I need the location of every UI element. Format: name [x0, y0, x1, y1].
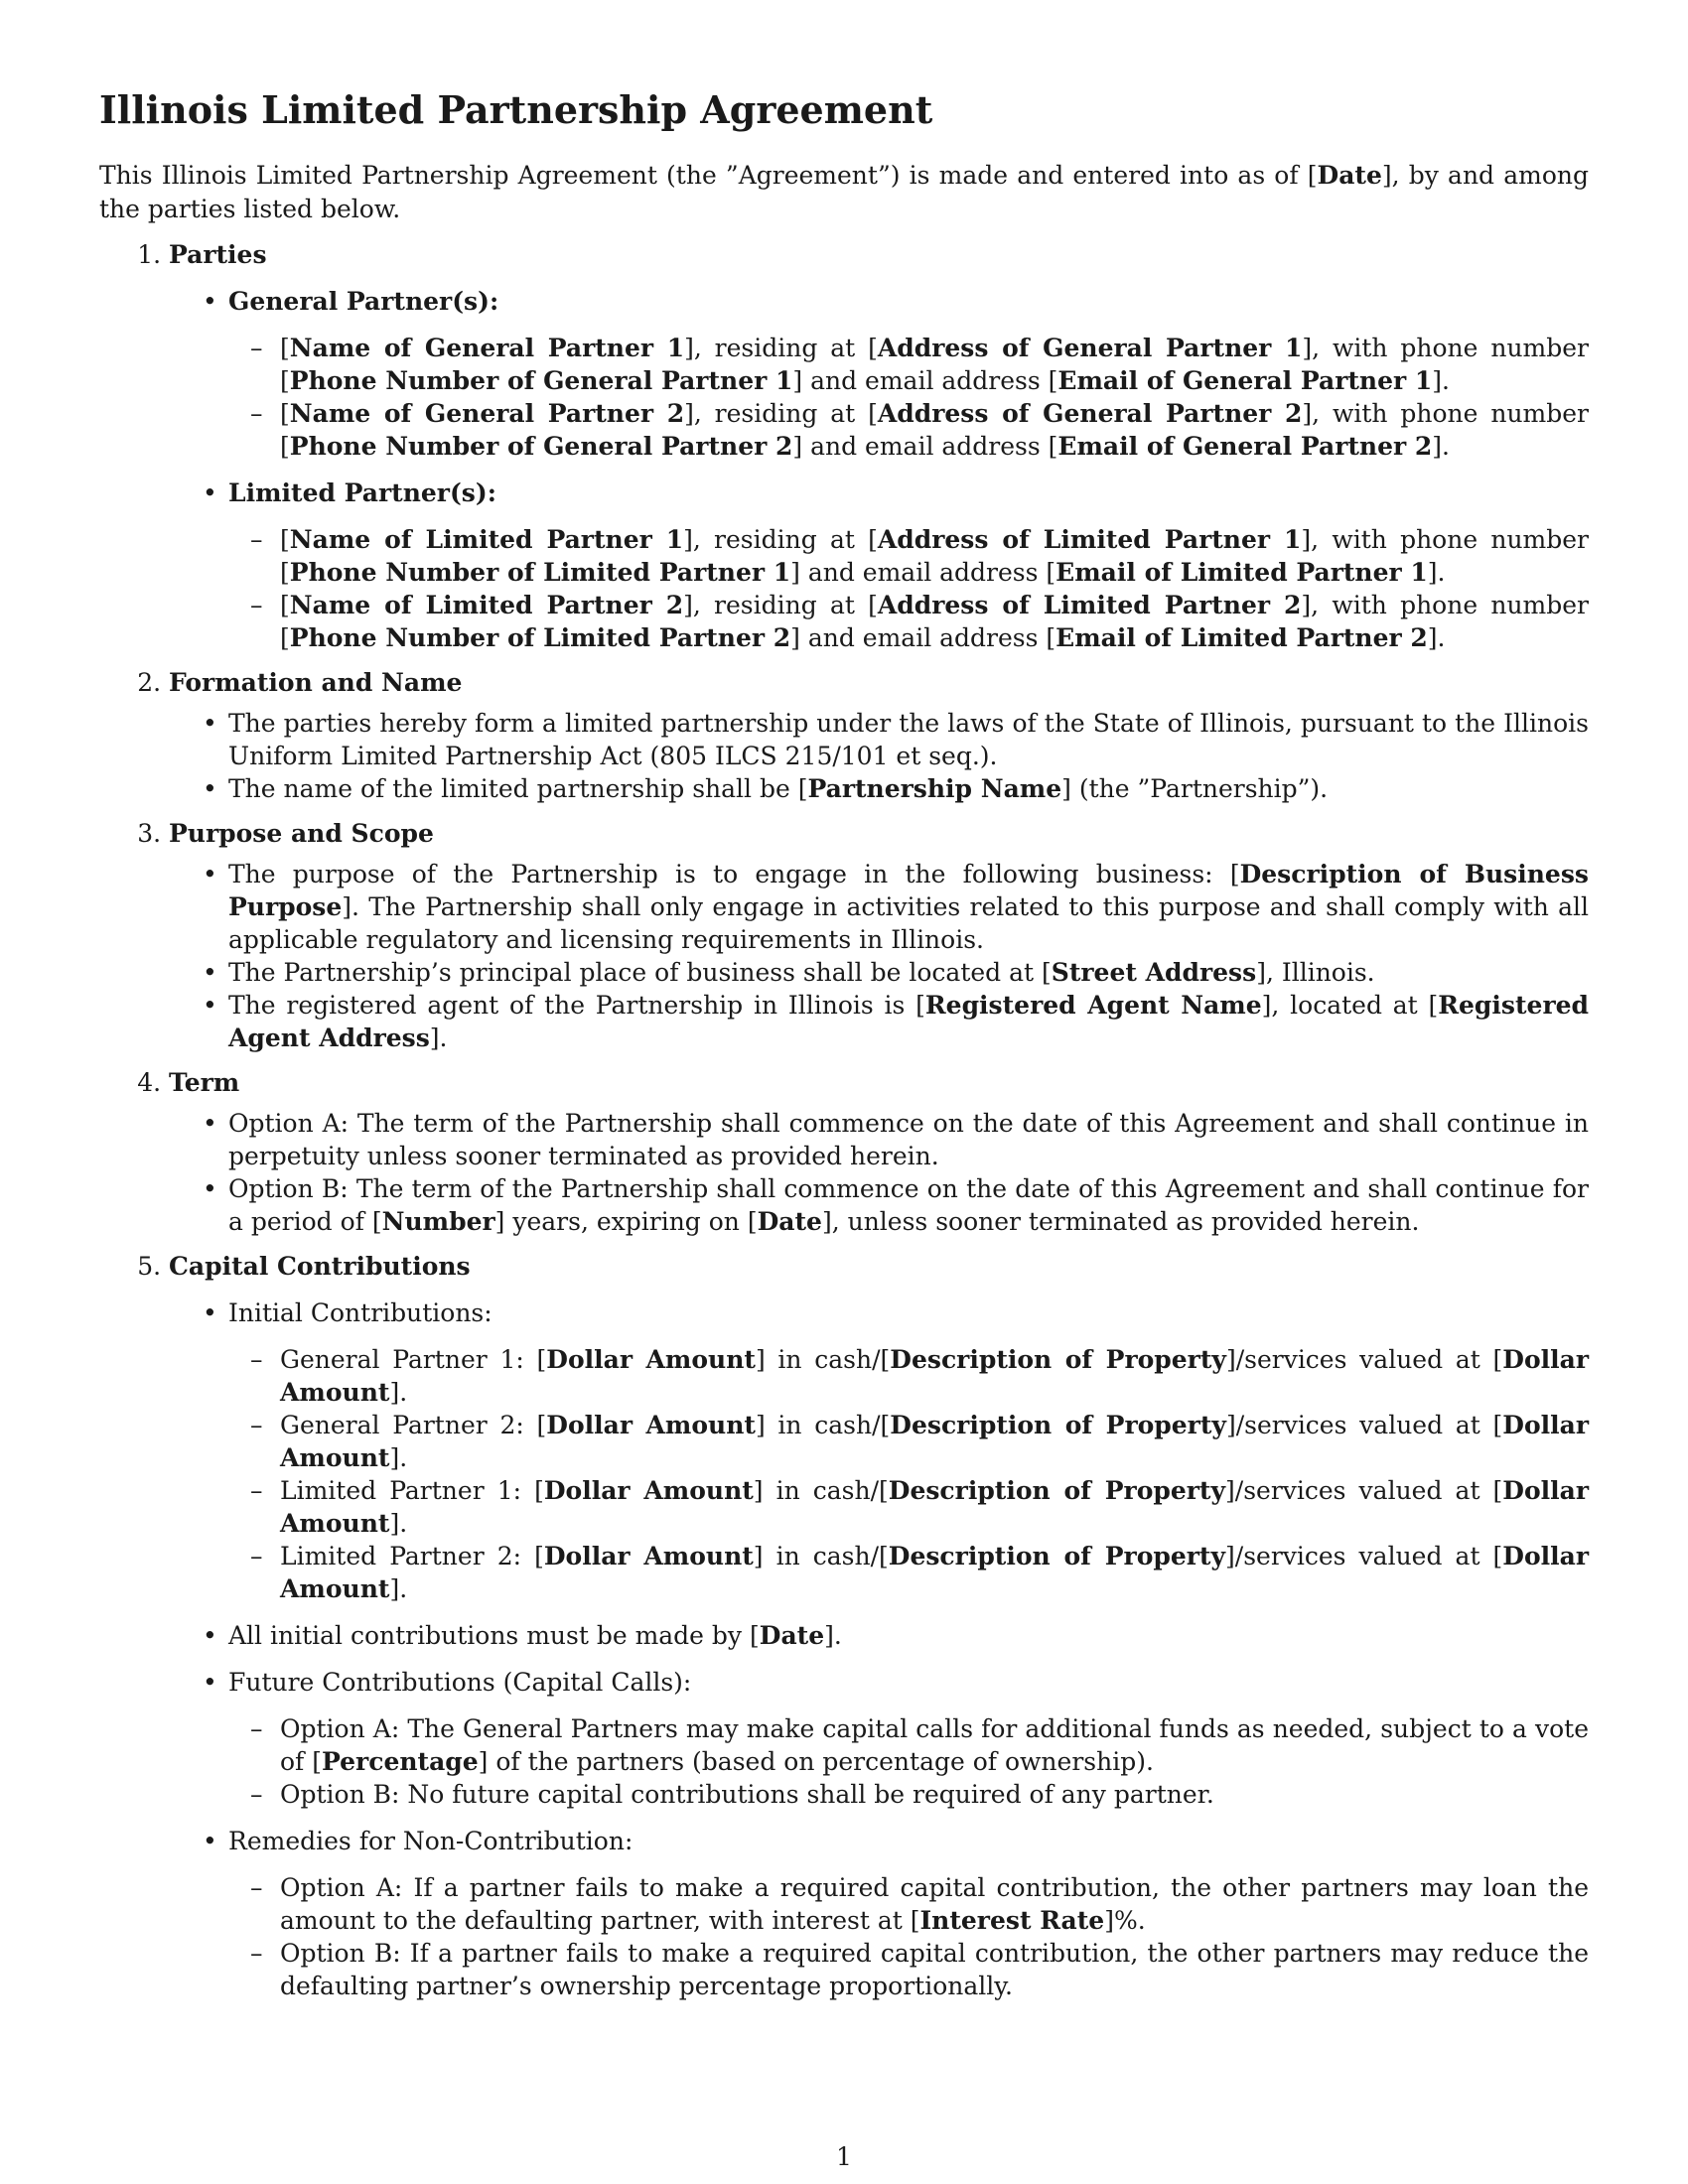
- initial-contributions: • Initial Contributions: – General Partner 1: [Dollar Amount] in cash/[Description of Property]/services valued at [Dollar Amount]. – General Partner 2: [Dollar Amount] in cash/[Description of Property]/services valued at [Dollar Amount]. – Limited Partner 1: [Dollar Amount] in cash/[Description of Property]/services valued at [Dollar Amount]. – Limited Partner 2: [Dollar Amount] in cash/[Description of Property]/services valued at [Dollar Amount].: [228, 1297, 1589, 1605]
- intro-paragraph: This Illinois Limited Partnership Agreement (the ”Agreement”) is made and entered into as of [Date], by and among the parties listed below.: [99, 160, 1589, 223]
- remedies-non-contribution: • Remedies for Non-Contribution: – Option A: If a partner fails to make a required capital contribution, the other partners may loan the amount to the defaulting partner, with interest at [Interest Rate]%. – Option B: If a partner fails to make a required capital contribution, the other partners may reduce the defaulting partner’s ownership percentage proportionally.: [228, 1825, 1589, 2002]
- section-list: [99, 238, 1589, 2002]
- section-title: Term: [169, 1067, 240, 1097]
- section-capital: [169, 1250, 1589, 2002]
- option-entry: – Option B: No future capital contributions shall be required of any partner.: [280, 1778, 1589, 1811]
- option-entry: – Option B: If a partner fails to make a required capital contribution, the other partners may reduce the defaulting partner’s ownership percentage proportionally.: [280, 1937, 1589, 2002]
- section-title: Purpose and Scope: [169, 818, 434, 848]
- option-entry: – Option A: The General Partners may make capital calls for additional funds as needed, subject to a vote of [Percentage] of the partners (based on percentage of ownership).: [280, 1712, 1589, 1778]
- document-title: Illinois Limited Partnership Agreement: [99, 87, 933, 132]
- party-entry: – [Name of Limited Partner 1], residing at [Address of Limited Partner 1], with phone number [Phone Number of Limited Partner 1] and email address [Email of Limited Partner 1].: [280, 523, 1589, 589]
- bullet-item: • The parties hereby form a limited partnership under the laws of the State of Illinois, pursuant to the Illinois Uniform Limited Partnership Act (805 ILCS 215/101 et seq.).: [228, 707, 1589, 772]
- section-formation: [169, 666, 1589, 805]
- bullet-item: • The purpose of the Partnership is to engage in the following business: [Description of Business Purpose]. The Partnership shall only engage in activities related to this purpose and shall comply with all applicable regulatory and licensing requirements in Illinois.: [228, 858, 1589, 956]
- section-purpose: [169, 817, 1589, 1054]
- section-parties: [169, 238, 1589, 654]
- bullet-item: • Option A: The term of the Partnership shall commence on the date of this Agreement and shall continue in perpetuity unless sooner terminated as provided herein.: [228, 1107, 1589, 1172]
- contribution-entry: – Limited Partner 2: [Dollar Amount] in cash/[Description of Property]/services valued at [Dollar Amount].: [280, 1540, 1589, 1605]
- contribution-entry: – Limited Partner 1: [Dollar Amount] in cash/[Description of Property]/services valued at [Dollar Amount].: [280, 1474, 1589, 1540]
- bullet-item: • The name of the limited partnership shall be [Partnership Name] (the ”Partnership”).: [228, 772, 1589, 805]
- bullet-item: • All initial contributions must be made by [Date].: [228, 1619, 1589, 1652]
- party-entry: – [Name of General Partner 1], residing at [Address of General Partner 1], with phone number [Phone Number of General Partner 1] and email address [Email of General Partner 1].: [280, 332, 1589, 397]
- option-entry: – Option A: If a partner fails to make a required capital contribution, the other partners may loan the amount to the defaulting partner, with interest at [Interest Rate]%.: [280, 1871, 1589, 1937]
- page-number: 1: [836, 2142, 852, 2171]
- bullet-item: • The registered agent of the Partnership in Illinois is [Registered Agent Name], located at [Registered Agent Address].: [228, 989, 1589, 1054]
- contribution-entry: – General Partner 1: [Dollar Amount] in cash/[Description of Property]/services valued at [Dollar Amount].: [280, 1343, 1589, 1409]
- contribution-entry: – General Partner 2: [Dollar Amount] in cash/[Description of Property]/services valued at [Dollar Amount].: [280, 1409, 1589, 1474]
- party-entry: – [Name of Limited Partner 2], residing at [Address of Limited Partner 2], with phone number [Phone Number of Limited Partner 2] and email address [Email of Limited Partner 2].: [280, 589, 1589, 654]
- section-title: Parties: [169, 239, 267, 269]
- bullet-item: • The Partnership’s principal place of business shall be located at [Street Address], Illinois.: [228, 956, 1589, 989]
- party-entry: – [Name of General Partner 2], residing at [Address of General Partner 2], with phone number [Phone Number of General Partner 2] and email address [Email of General Partner 2].: [280, 397, 1589, 463]
- limited-partners: • Limited Partner(s): – [Name of Limited Partner 1], residing at [Address of Limited Partner 1], with phone number [Phone Number of Limited Partner 1] and email address [Email of Limited Partner 1]. – [Name of Limited Partner 2], residing at [Address of Limited Partner 2], with phone number [Phone Number of Limited Partner 2] and email address [Email of Limited Partner 2].: [228, 477, 1589, 654]
- section-title: Capital Contributions: [169, 1251, 471, 1281]
- future-contributions: • Future Contributions (Capital Calls): – Option A: The General Partners may make capital calls for additional funds as needed, subject to a vote of [Percentage] of the partners (based on percentage of ownership). – Option B: No future capital contributions shall be required of any partner.: [228, 1666, 1589, 1811]
- general-partners: • General Partner(s): – [Name of General Partner 1], residing at [Address of General Partner 1], with phone number [Phone Number of General Partner 1] and email address [Email of General Partner 1]. – [Name of General Partner 2], residing at [Address of General Partner 2], with phone number [Phone Number of General Partner 2] and email address [Email of General Partner 2].: [228, 285, 1589, 463]
- document-page: [99, 87, 1589, 2006]
- section-term: [169, 1066, 1589, 1238]
- section-title: Formation and Name: [169, 667, 463, 697]
- bullet-item: • Option B: The term of the Partnership shall commence on the date of this Agreement and shall continue for a period of [Number] years, expiring on [Date], unless sooner terminated as provided herein.: [228, 1172, 1589, 1238]
